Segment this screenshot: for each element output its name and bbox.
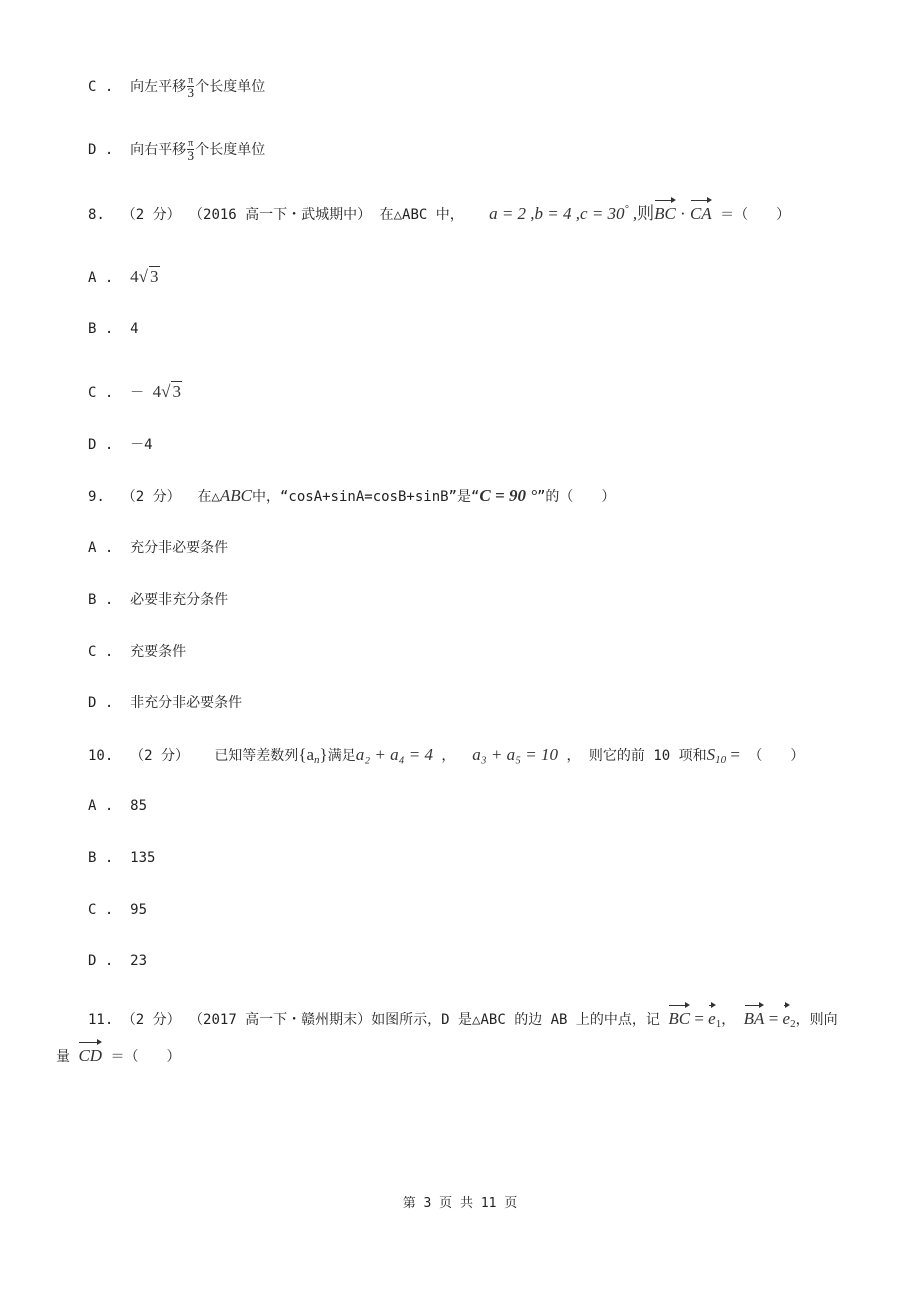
question-number: 10. [88, 748, 114, 764]
question-number: 11. [88, 1012, 114, 1028]
question-text: 满足 [327, 748, 356, 764]
option-text: 85 [130, 798, 148, 814]
q8-option-b [88, 319, 139, 339]
option-sign: － [130, 385, 145, 401]
sum-symbol: $S_{10}$ = [706, 745, 740, 766]
option-label: B . [88, 850, 114, 866]
triangle-label: ABC [219, 486, 252, 505]
vector-ca: CA [690, 198, 712, 224]
option-text: 个长度单位 [195, 142, 266, 158]
q9-option-b [88, 590, 228, 610]
question-score: （2 分） [130, 748, 190, 764]
q8-option-a [88, 266, 160, 288]
vector-bc: BC [654, 198, 676, 224]
q9-option-a [88, 538, 228, 558]
question-10 [88, 745, 804, 770]
answer-blank: （ ） [748, 748, 805, 764]
q9-condition: C = 90 ° [479, 486, 537, 505]
question-text: 如图所示，D 是△ABC 的边 AB 上的中点，记 [371, 1012, 660, 1028]
option-text: 充分非必要条件 [130, 540, 229, 556]
option-label: A . [88, 540, 114, 556]
question-9 [88, 486, 615, 507]
question-text: ，则向 [795, 1012, 838, 1028]
option-label: D . [88, 953, 114, 969]
page-footer: 第 3 页 共 11 页 [402, 1196, 518, 1211]
q10-equation-2: a₃ + a₅ = 10 [472, 745, 559, 764]
option-text: 充要条件 [130, 644, 187, 660]
answer-blank: ＝（ ） [720, 207, 791, 223]
q11-vector-definitions-2: BA = $e_2$ [744, 1009, 796, 1028]
q7-option-d [88, 139, 265, 161]
question-text: 中，“cosA+sinA=cosB+sinB”是“ [251, 489, 480, 505]
q9-option-c [88, 642, 186, 662]
option-label: B . [88, 592, 114, 608]
q10-option-b [88, 848, 155, 868]
separator: ， [441, 748, 456, 764]
vector-e2: e [783, 1003, 791, 1029]
question-score: （2 分） [121, 1012, 181, 1028]
question-8 [88, 198, 790, 225]
sequence-symbol: $\{a_n\}$ [298, 745, 328, 766]
separator: ， [721, 1012, 736, 1028]
q8-option-d [88, 435, 153, 455]
q7-option-c [88, 76, 265, 98]
question-text: 在△ [197, 489, 220, 505]
question-11 [88, 1003, 838, 1034]
q10-option-d [88, 951, 147, 971]
option-text: 非充分非必要条件 [130, 695, 243, 711]
option-math: 4√ 3 [152, 382, 181, 401]
question-number: 9. [88, 489, 105, 505]
q10-option-c [88, 900, 147, 920]
question-score: （2 分） [121, 207, 181, 223]
fraction-pi-over-3: $\frac{\pi}{3}$ [187, 138, 194, 163]
question-text: ， 则它的前 10 项和 [566, 748, 707, 764]
option-label: D . [88, 695, 114, 711]
vector-e1: e [708, 1003, 716, 1029]
option-text: －4 [130, 437, 153, 453]
option-text: 向右平移 [130, 142, 187, 158]
question-text: ”的（ ） [537, 489, 616, 505]
option-math: 4√ 3 [130, 267, 159, 286]
q10-equation-1: a₂ + a₄ = 4 [355, 745, 433, 764]
q9-option-d [88, 693, 242, 713]
question-11-line-2 [56, 1040, 181, 1067]
q8-condition: a = 2 ,b = 4 ,c = 30° ,则BC · CA [489, 204, 712, 223]
question-score: （2 分） [121, 489, 181, 505]
question-number: 8. [88, 207, 105, 223]
option-text: 向左平移 [130, 79, 187, 95]
vector-bc: BC [668, 1003, 690, 1029]
vector-cd: CD [78, 1046, 102, 1065]
option-label: A . [88, 270, 114, 286]
answer-blank: ＝（ ） [110, 1049, 181, 1065]
question-text: 在△ABC 中， [379, 207, 464, 223]
question-source: （2016 高一下・武城期中） [189, 207, 372, 223]
option-label: A . [88, 798, 114, 814]
option-text: 95 [130, 902, 148, 918]
option-label: C . [88, 902, 114, 918]
option-label: C . [88, 79, 114, 95]
option-label: D . [88, 437, 114, 453]
question-text: 量 [56, 1049, 70, 1065]
option-text: 135 [130, 850, 156, 866]
q10-option-a [88, 796, 147, 816]
option-text: 4 [130, 321, 139, 337]
option-text: 23 [130, 953, 148, 969]
q11-vector-definitions: BC = $e_1$ [668, 1009, 721, 1028]
option-label: C . [88, 385, 114, 401]
option-label: B . [88, 321, 114, 337]
option-text: 个长度单位 [195, 79, 266, 95]
option-label: D . [88, 142, 114, 158]
option-label: C . [88, 644, 114, 660]
question-source: （2017 高一下・赣州期末） [189, 1012, 372, 1028]
vector-ba: BA [744, 1003, 765, 1029]
question-text: 已知等差数列 [214, 748, 299, 764]
option-text: 必要非充分条件 [130, 592, 229, 608]
fraction-pi-over-3: $\frac{\pi}{3}$ [187, 75, 194, 100]
q8-option-c [88, 381, 182, 403]
